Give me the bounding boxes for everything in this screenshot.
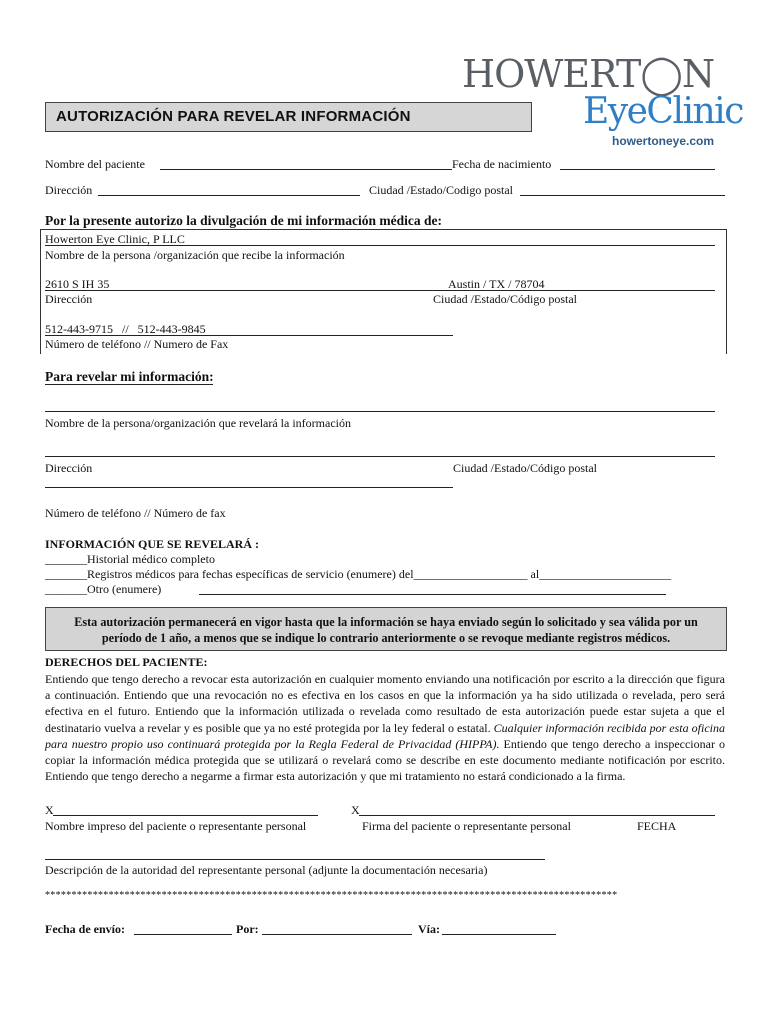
by-label: Por: — [236, 922, 259, 936]
dob-label: Fecha de nacimiento — [452, 157, 552, 171]
patient-name-field[interactable] — [160, 169, 452, 170]
recipient-phone-line — [45, 335, 453, 336]
releaser-phone-label: Número de teléfono // Número de fax — [45, 506, 226, 520]
releaser-name-label: Nombre de la persona/organización que revelará la información — [45, 416, 351, 430]
validity-notice — [45, 607, 727, 651]
authorize-heading: Por la presente autorizo la divulgación de mi información médica de: — [45, 213, 442, 228]
printed-name-field[interactable] — [53, 815, 318, 816]
rights-paragraph — [45, 671, 725, 784]
via-label: Vía: — [418, 922, 440, 936]
rights-text-1: Entiendo que tengo derecho a revocar esta autorización en cualquier momento enviando una notificación por escrito a la dirección que figura a continuación. Entiendo que una revocación no es efectiva en los casos en que la información ya ha sido utilizada o revelada, pero será efectiva en el futuro. Entiendo que la información utilizada o revelada como resultado de esta autorización puede estar sujeta a que el destinatario vuelva a revelar y es posible que ya no esté protegida por la ley federal o estatal. — [45, 672, 725, 735]
divider-stars: ************************************************************************************************************ — [45, 890, 618, 901]
sent-date-label: Fecha de envío: — [45, 922, 125, 936]
patient-name-label: Nombre del paciente — [45, 157, 145, 171]
patient-city-field[interactable] — [520, 195, 725, 196]
signature-field[interactable] — [359, 815, 715, 816]
recipient-phone-value[interactable]: 512-443-9715 // 512-443-9845 — [45, 322, 206, 336]
sent-date-field[interactable] — [134, 934, 232, 935]
rights-text-italic: Cualquier información recibida por esta oficina para nuestro propio uso continuará protegida por la Regla Federal de Privacidad (HIPPA). — [45, 720, 725, 751]
releaser-name-field[interactable] — [45, 411, 715, 412]
releaser-address-field[interactable] — [45, 456, 715, 457]
authority-field[interactable] — [45, 859, 545, 860]
logo-eyeclinic: EyeClinic — [583, 91, 743, 132]
releaser-city-label: Ciudad /Estado/Código postal — [453, 461, 597, 475]
date-label: FECHA — [637, 819, 677, 833]
recipient-phone-label: Número de teléfono // Numero de Fax — [45, 337, 229, 351]
dob-field[interactable] — [560, 169, 715, 170]
by-field[interactable] — [262, 934, 412, 935]
printed-name-label: Nombre impreso del paciente o representante personal — [45, 819, 307, 833]
recipient-address-line — [45, 290, 715, 291]
rights-heading: DERECHOS DEL PACIENTE: — [45, 655, 208, 669]
recipient-name-line — [45, 245, 715, 246]
signature-x: X — [351, 803, 360, 817]
logo-howerton: HOWERT◯N — [462, 52, 715, 96]
page-title: AUTORIZACIÓN PARA REVELAR INFORMACIÓN — [56, 108, 411, 125]
authority-label: Descripción de la autoridad del representante personal (adjunte la documentación necesaria) — [45, 863, 488, 877]
recipient-address-label: Dirección — [45, 292, 93, 306]
patient-address-label: Dirección — [45, 183, 93, 197]
info-heading: INFORMACIÓN QUE SE REVELARÁ : — [45, 537, 260, 551]
logo-url: howertoneye.com — [612, 134, 715, 148]
printed-name-x: X — [45, 803, 54, 817]
release-heading: Para revelar mi información: — [45, 369, 214, 384]
releaser-address-label: Dirección — [45, 461, 93, 475]
recipient-address-value[interactable]: 2610 S IH 35 — [45, 277, 110, 291]
title-box — [45, 102, 532, 132]
info-option-complete-history[interactable]: _______Historial médico completo — [45, 552, 215, 566]
releaser-phone-field[interactable] — [45, 487, 453, 488]
info-option-other[interactable]: _______Otro (enumere) — [45, 582, 162, 596]
recipient-city-value[interactable]: Austin / TX / 78704 — [448, 277, 545, 291]
signature-label: Firma del paciente o representante personal — [362, 819, 571, 833]
info-other-field[interactable] — [199, 594, 666, 595]
patient-city-label: Ciudad /Estado/Codigo postal — [369, 183, 513, 197]
recipient-name-value[interactable]: Howerton Eye Clinic, P LLC — [45, 232, 185, 246]
validity-notice-text: Esta autorización permanecerá en vigor hasta que la información se haya enviado según lo solicitado y sea válida por un período de 1 año, a menos que se indique lo contrario anteriormente o se revoque mediante registros médicos. — [74, 615, 698, 645]
rights-text-2: Entiendo que tengo derecho a inspeccionar o copiar la información médica protegida que se utilizará o revelará como se describe en este documento mediante notificación por escrito. Entiendo que tengo derecho a negarme a firmar esta autorización y que mi tratamiento no estará condicionado a la firma. — [45, 736, 726, 784]
patient-address-field[interactable] — [98, 195, 360, 196]
recipient-city-label: Ciudad /Estado/Código postal — [433, 292, 577, 306]
recipient-name-label: Nombre de la persona /organización que recibe la información — [45, 248, 345, 262]
info-option-specific-dates[interactable]: _______Registros médicos para fechas específicas de servicio (enumere) del___________________ al______________________ — [45, 567, 672, 581]
release-heading-underline — [45, 384, 213, 385]
via-field[interactable] — [442, 934, 556, 935]
